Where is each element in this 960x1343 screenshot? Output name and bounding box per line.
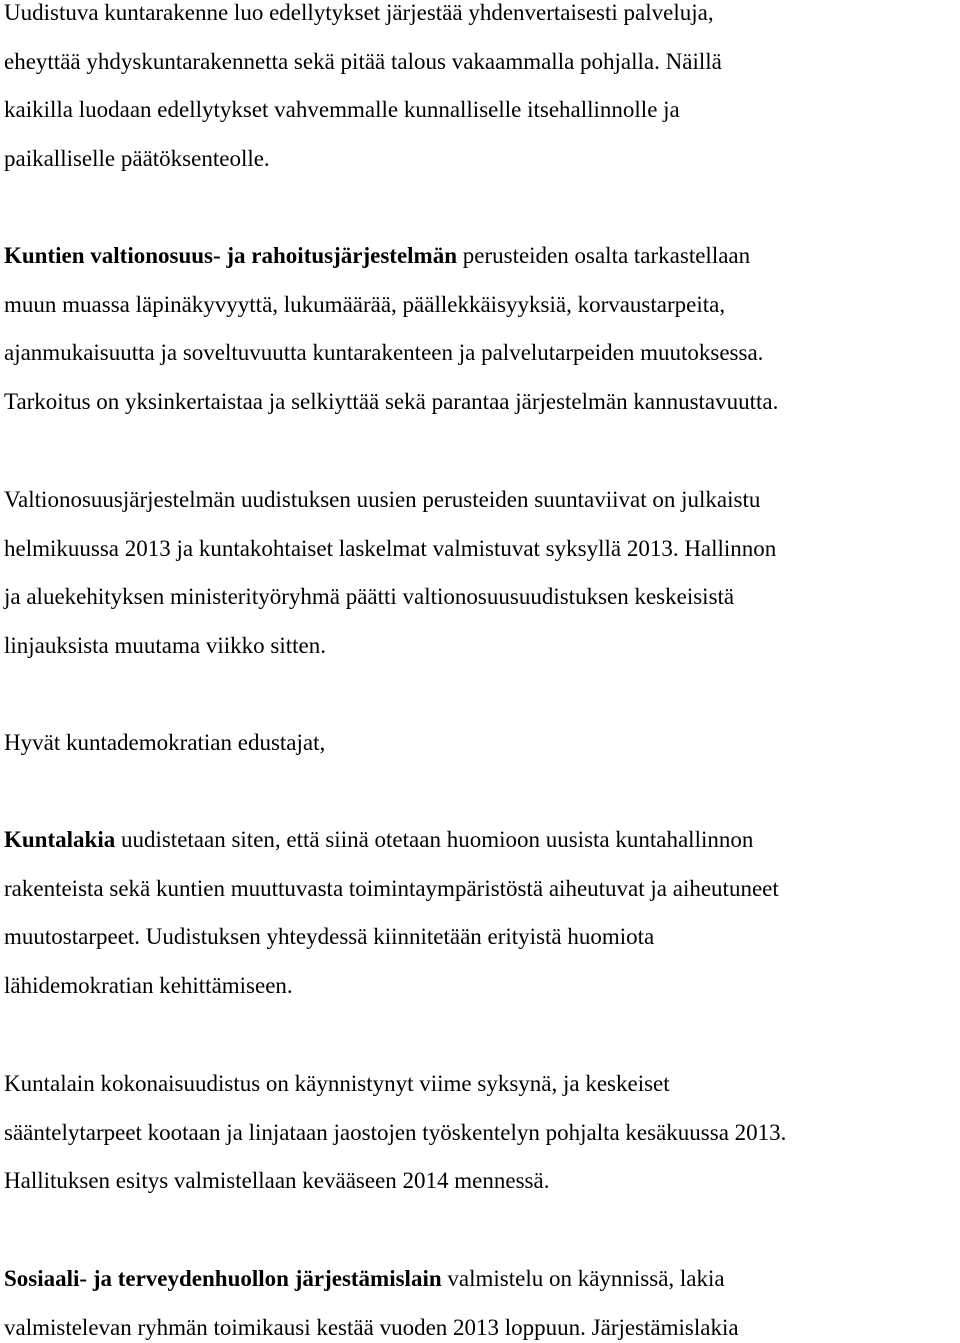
- text-line: Hyvät kuntademokratian edustajat,: [4, 730, 326, 755]
- text-line: muun muassa läpinäkyvyyttä, lukumäärää, päällekkäisyyksiä, korvaustarpeita,: [4, 291, 726, 317]
- text-line-rest: valmistelu on käynnissä, lakia: [441, 1266, 725, 1291]
- text-line: ajanmukaisuutta ja soveltuvuutta kuntarakenteen ja palvelutarpeiden muutoksessa.: [4, 340, 764, 366]
- paragraph-greeting: [4, 719, 960, 768]
- paragraph-jarjestamislaki: [4, 1255, 960, 1343]
- text-line: Kuntalain kokonaisuudistus on käynnistynyt viime syksynä, ja keskeiset: [4, 1071, 670, 1096]
- text-line: Tarkoitus on yksinkertaistaa ja selkiyttää sekä parantaa järjestelmän kannustavuutta.: [4, 388, 779, 414]
- text-line: Valtionosuusjärjestelmän uudistuksen uusien perusteiden suuntaviivat on julkaistu: [4, 487, 761, 512]
- bold-heading-jarjestamislaki: Sosiaali- ja terveydenhuollon järjestämislain: [4, 1266, 442, 1291]
- text-line: Hallituksen esitys valmistellaan kevääseen 2014 mennessä.: [4, 1168, 550, 1194]
- text-line: ja aluekehityksen ministerityöryhmä päätti valtionosuusuudistuksen keskeisistä: [4, 584, 735, 610]
- text-line: kaikilla luodaan edellytykset vahvemmalle kunnalliselle itsehallinnolle ja: [4, 97, 680, 123]
- text-line: lähidemokratian kehittämiseen.: [4, 972, 293, 998]
- text-line: [4, 232, 960, 281]
- paragraph-suuntaviivat: [4, 476, 960, 670]
- text-line: [4, 1255, 960, 1304]
- text-line: sääntelytarpeet kootaan ja linjataan jaostojen työskentelyn pohjalta kesäkuussa 2013.: [4, 1119, 787, 1145]
- paragraph-valtionosuus: [4, 232, 960, 426]
- text-line-rest: uudistetaan siten, että siinä otetaan huomioon uusista kuntahallinnon: [115, 827, 754, 852]
- text-line: eheyttää yhdyskuntarakennetta sekä pitää talous vakaammalla pohjalla. Näillä: [4, 48, 722, 74]
- paragraph-kuntarakenne: [4, 0, 960, 183]
- text-line: rakenteista sekä kuntien muuttuvasta toimintaympäristöstä aiheutuvat ja aiheutuneet: [4, 875, 779, 901]
- text-line: muutostarpeet. Uudistuksen yhteydessä kiinnitetään erityistä huomiota: [4, 924, 655, 950]
- bold-heading-kuntalakia: Kuntalakia: [4, 827, 116, 852]
- text-line: [4, 816, 960, 865]
- text-line: linjauksista muutama viikko sitten.: [4, 632, 326, 658]
- paragraph-kokonaisuudistus: [4, 1060, 960, 1206]
- bold-heading-valtionosuus: Kuntien valtionosuus- ja rahoitusjärjestelmän: [4, 243, 457, 268]
- paragraph-kuntalaki: [4, 816, 960, 1010]
- text-line: valmistelevan ryhmän toimikausi kestää vuoden 2013 loppuun. Järjestämislakia: [4, 1314, 739, 1340]
- text-line: paikalliselle päätöksenteolle.: [4, 145, 270, 171]
- text-line: helmikuussa 2013 ja kuntakohtaiset laskelmat valmistuvat syksyllä 2013. Hallinnon: [4, 535, 777, 561]
- text-line: Uudistuva kuntarakenne luo edellytykset järjestää yhdenvertaisesti palveluja,: [4, 0, 714, 25]
- text-line-rest: perusteiden osalta tarkastellaan: [457, 243, 751, 268]
